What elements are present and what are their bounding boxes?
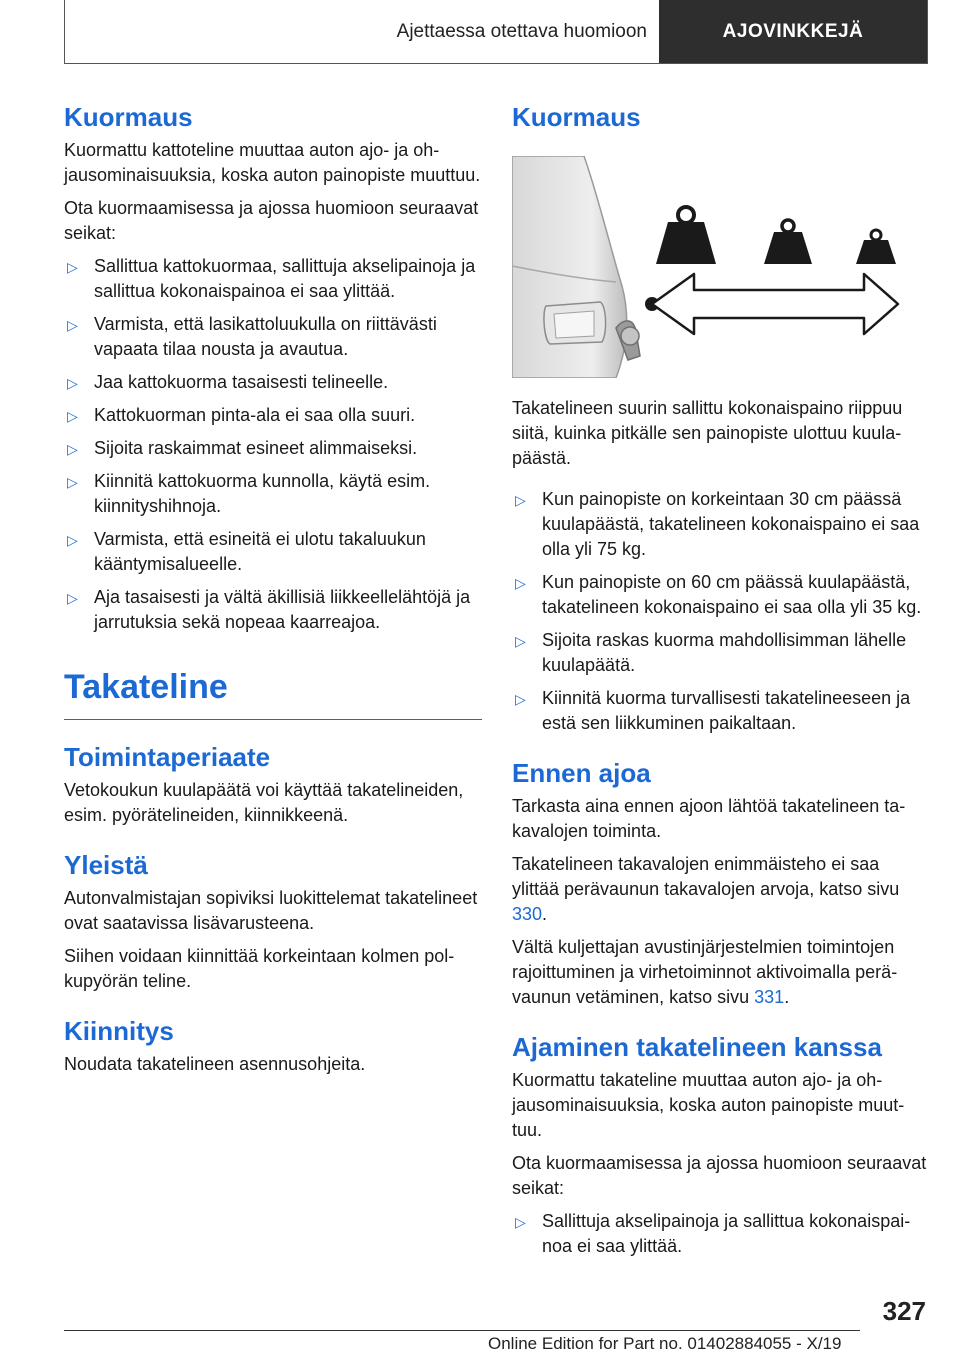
triangle-right-icon: ▷ bbox=[515, 1214, 526, 1230]
paragraph: Vetokoukun kuulapäätä voi käyttää takatelineiden, esim. pyörätelineiden, kiinnikkeenä. bbox=[64, 780, 464, 825]
triangle-right-icon: ▷ bbox=[67, 590, 78, 606]
right-column bbox=[512, 100, 928, 1267]
triangle-right-icon: ▷ bbox=[515, 633, 526, 649]
list-item: ▷ Sijoita raskas kuorma mahdollisimman lähelle kuulapäätä. bbox=[515, 630, 907, 675]
page-header bbox=[64, 0, 928, 64]
heading-takateline: Takateline bbox=[64, 665, 482, 720]
list-item: ▷ Kiinnitä kuorma turvallisesti takatelineeseen ja estä sen liikkuminen paikaltaan. bbox=[515, 688, 911, 733]
car-rear bbox=[512, 156, 627, 378]
paragraph: Kuormattu kattoteline muuttaa auton ajo- ja ohjausominaisuuksia, koska auton painopiste muuttuu. bbox=[64, 140, 481, 185]
heading-kuormaus: Kuormaus bbox=[64, 102, 193, 132]
bullet-list bbox=[512, 487, 928, 736]
paragraph: Siihen voidaan kiinnittää korkeintaan kolmen polkupyörän teline. bbox=[64, 946, 455, 991]
paragraph: Ota kuormaamisessa ja ajossa huomioon seuraavat seikat: bbox=[512, 1153, 927, 1198]
footer-divider bbox=[64, 1330, 860, 1331]
triangle-right-icon: ▷ bbox=[515, 691, 526, 707]
section-title: Ajettaessa otettava huomioon bbox=[396, 20, 647, 42]
page-number: 327 bbox=[882, 1296, 926, 1326]
list-item: ▷ Kun painopiste on 60 cm päässä kuulapäästä, takatelineen kokonaispaino ei saa olla yli 35 kg. bbox=[515, 572, 922, 617]
list-item: ▷ Varmista, että esineitä ei ulotu takaluukun kääntymisalueelle. bbox=[67, 529, 426, 574]
rear-rack-load-illustration bbox=[512, 156, 926, 378]
bullet-list bbox=[64, 254, 482, 635]
weight-icon-small bbox=[856, 230, 896, 264]
bullet-list bbox=[512, 1209, 928, 1259]
list-item: ▷ Kattokuorman pinta-ala ei saa olla suuri. bbox=[64, 403, 482, 428]
list-item: ▷ Kiinnitä kattokuorma kunnolla, käytä esim. kiinnityshihnoja. bbox=[67, 471, 431, 516]
list-item: ▷ Varmista, että lasikattoluukulla on riittävästi vapaata tilaa nousta ja avautua. bbox=[67, 314, 437, 359]
triangle-right-icon: ▷ bbox=[67, 259, 78, 275]
weight-icon-medium bbox=[764, 220, 812, 264]
paragraph: Noudata takatelineen asennusohjeita. bbox=[64, 1054, 366, 1074]
paragraph: Takatelineen takavalojen enimmäisteho ei saa ylittää perävaunun takavalojen arvoja, katso sivu 330. bbox=[512, 854, 900, 924]
heading-kiinnitys: Kiinnitys bbox=[64, 1016, 174, 1046]
paragraph: Autonvalmistajan sopiviksi luokittelemat takatelineet ovat saatavissa lisävarusteena. bbox=[64, 888, 478, 933]
list-item: ▷ Jaa kattokuorma tasaisesti telineelle. bbox=[64, 370, 482, 395]
paragraph: Takatelineen suurin sallittu kokonaispaino riippuu siitä, kuinka pitkälle sen painopiste ulottuu kuulapäästä. bbox=[512, 398, 903, 468]
triangle-right-icon: ▷ bbox=[515, 492, 526, 508]
list-item: ▷ Sallittua kattokuormaa, sallittuja akselipainoja ja sallittua kokonaispainoa ei saa ylittää. bbox=[67, 256, 476, 301]
distance-arrow bbox=[652, 274, 898, 334]
heading-toimintaperiaate: Toimintaperiaate bbox=[64, 742, 271, 772]
triangle-right-icon: ▷ bbox=[67, 408, 78, 424]
heading-yleista: Yleistä bbox=[64, 850, 148, 880]
triangle-right-icon: ▷ bbox=[67, 532, 78, 548]
footer-text: Online Edition for Part no. 01402884055 - X/19 bbox=[488, 1334, 842, 1353]
list-item: ▷ Sallittuja akselipainoja ja sallittua kokonaispainoa ei saa ylittää. bbox=[515, 1211, 911, 1256]
page-link-331[interactable]: 331 bbox=[754, 987, 785, 1007]
triangle-right-icon: ▷ bbox=[67, 441, 78, 457]
page-link-330[interactable]: 330 bbox=[512, 904, 543, 924]
list-item: ▷ Sijoita raskaimmat esineet alimmaiseksi. bbox=[64, 436, 482, 461]
triangle-right-icon: ▷ bbox=[67, 375, 78, 391]
list-item: ▷ Kun painopiste on korkeintaan 30 cm päässä kuulapäästä, takatelineen kokonaispaino ei saa olla yli 75 kg. bbox=[515, 489, 920, 559]
list-item: ▷ Aja tasaisesti ja vältä äkillisiä liikkeellelähtöjä ja jarrutuksia sekä nopeaa kaarreajoa. bbox=[67, 587, 471, 632]
weight-icon-large bbox=[656, 207, 716, 264]
paragraph: Ota kuormaamisessa ja ajossa huomioon seuraavat seikat: bbox=[64, 198, 479, 243]
heading-kuormaus-takateline: Kuormaus bbox=[512, 102, 641, 132]
paragraph: Kuormattu takateline muuttaa auton ajo- ja ohjausominaisuuksia, koska auton painopiste muuttuu. bbox=[512, 1070, 905, 1140]
heading-ennen-ajoa: Ennen ajoa bbox=[512, 758, 651, 788]
heading-ajaminen: Ajaminen takatelineen kanssa bbox=[512, 1032, 882, 1062]
triangle-right-icon: ▷ bbox=[515, 575, 526, 591]
chapter-tab[interactable]: AJOVINKKEJÄ bbox=[659, 0, 927, 63]
left-column bbox=[64, 100, 482, 1085]
triangle-right-icon: ▷ bbox=[67, 474, 78, 490]
paragraph: Tarkasta aina ennen ajoon lähtöä takatelineen takavalojen toiminta. bbox=[512, 796, 906, 841]
paragraph: Vältä kuljettajan avustinjärjestelmien toimintojen rajoittuminen ja virhetoiminnot aktivoimalla perävaunun vetäminen, katso sivu 331. bbox=[512, 937, 898, 1007]
triangle-right-icon: ▷ bbox=[67, 317, 78, 333]
